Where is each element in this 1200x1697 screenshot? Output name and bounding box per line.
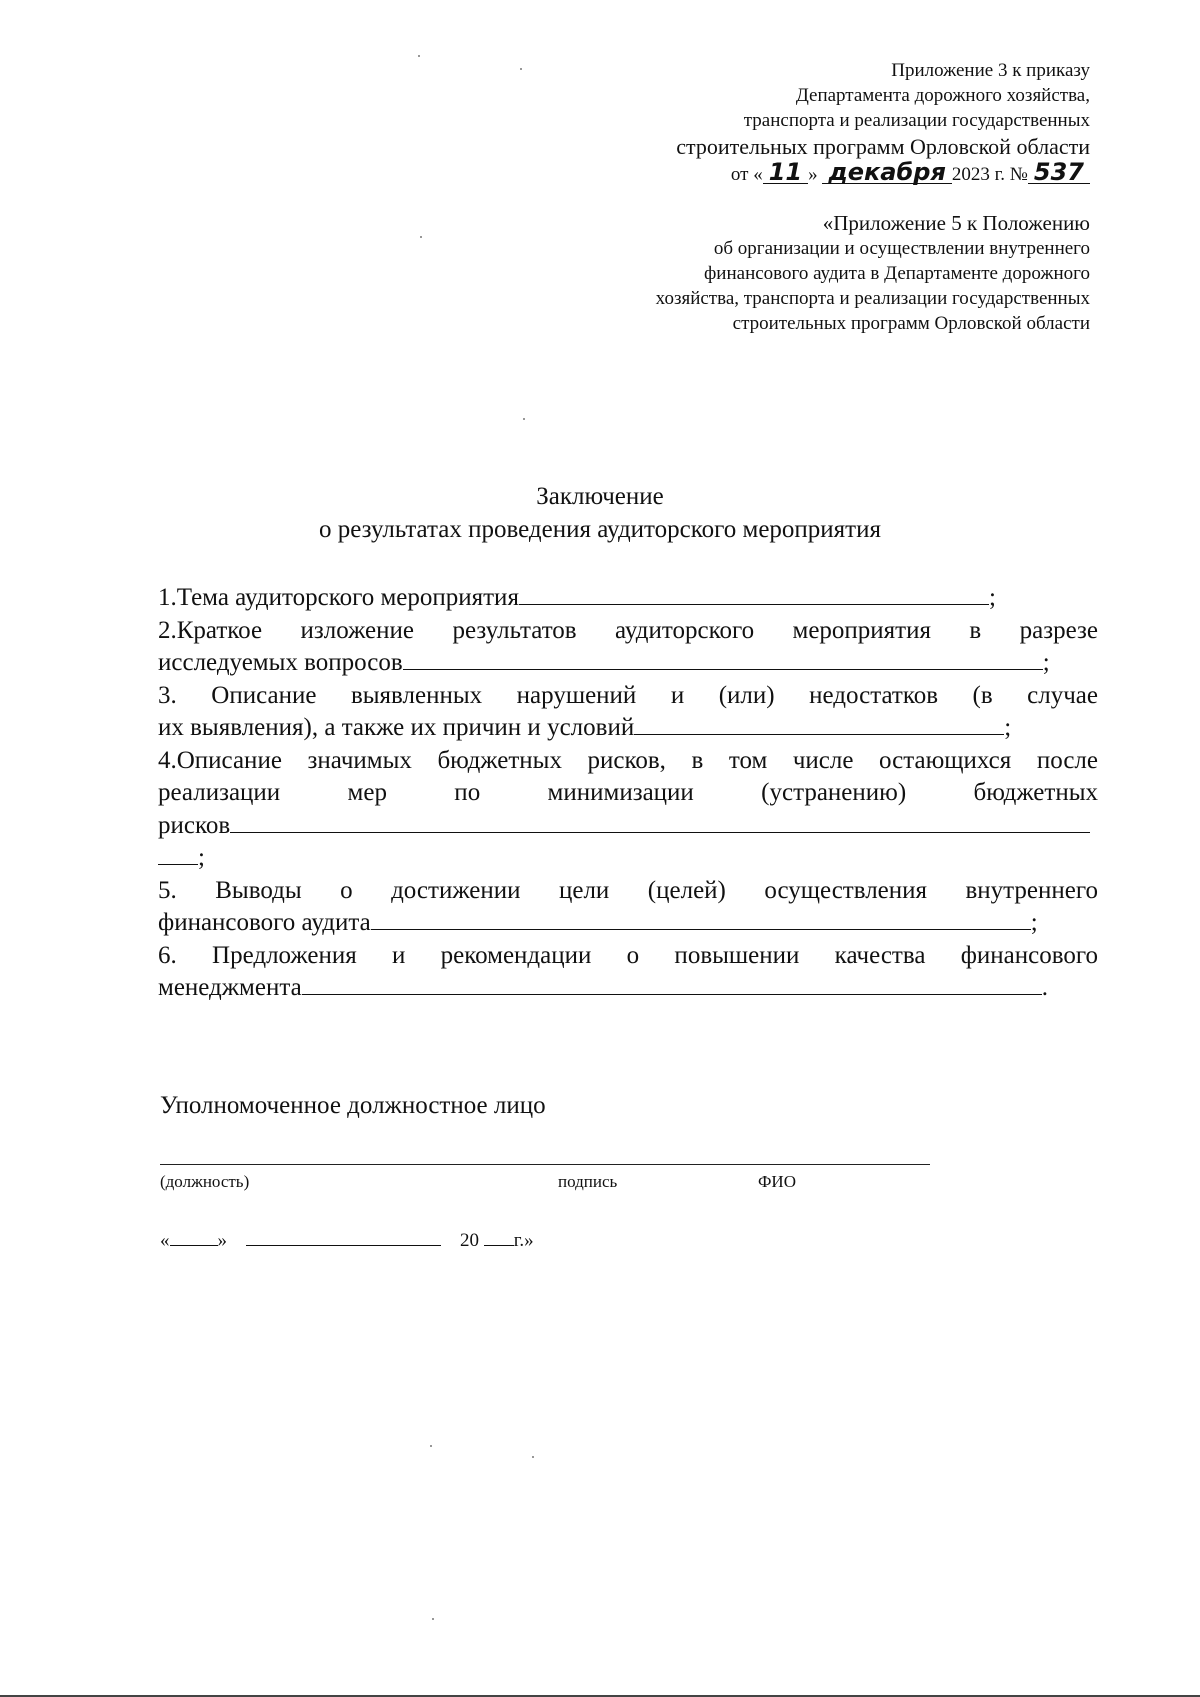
title-line: Заключение <box>536 483 664 510</box>
order-header <box>450 58 1090 336</box>
header-line: строительных программ Орловской области <box>676 134 1090 159</box>
header-line: Департамента дорожного хозяйства, <box>795 85 1090 106</box>
clause-1: 1.Тема аудиторского мероприятия ; <box>158 584 996 611</box>
month-fill <box>246 1231 441 1246</box>
scan-speck <box>432 1618 434 1620</box>
clause-4-cont2: рисков <box>158 810 1098 843</box>
scan-speck <box>532 1456 534 1458</box>
appendix-line: строительных программ Орловской области <box>732 313 1090 334</box>
clause-6-cont: менеджмента . <box>158 974 1048 1001</box>
appendix-line: «Приложение 5 к Положению <box>822 211 1090 235</box>
appendix-line: хозяйства, транспорта и реализации государственных <box>655 288 1090 309</box>
clause-3-cont: их выявления), а также их причин и условий ; <box>158 714 1012 741</box>
fill-line <box>403 651 1043 670</box>
fio-caption: ФИО <box>758 1172 796 1191</box>
fill-line <box>371 911 1031 930</box>
clause-5: 5. Выводы о достижении цели (целей) осуществления внутреннего <box>158 876 1098 904</box>
date-row: « » 20 г.» <box>160 1230 534 1251</box>
position-caption: (должность) <box>160 1172 250 1191</box>
clause-6: 6. Предложения и рекомендации о повышении качества финансового <box>158 941 1098 969</box>
handwritten-day: 11 <box>763 161 808 184</box>
scan-speck <box>420 236 422 238</box>
fill-line <box>634 716 1004 735</box>
clauses <box>158 582 1098 1005</box>
fill-line <box>158 846 198 865</box>
handwritten-month: декабря <box>822 161 952 184</box>
appendix-line: финансового аудита в Департаменте дорожного <box>703 263 1090 284</box>
order-date-number: от « 11 » декабря 2023 г. № 537 <box>450 161 1090 187</box>
scan-speck <box>418 55 420 57</box>
fill-line <box>302 976 1042 995</box>
scan-speck <box>523 418 525 420</box>
header-line: Приложение 3 к приказу <box>891 60 1090 81</box>
year-fill <box>484 1231 514 1246</box>
clause-4: 4.Описание значимых бюджетных рисков, в том числе остающихся после <box>158 746 1098 774</box>
appendix-line: об организации и осуществлении внутреннего <box>713 238 1090 259</box>
scan-speck <box>430 1445 432 1447</box>
fill-line <box>519 586 989 605</box>
clause-2: 2.Краткое изложение результатов аудиторского мероприятия в разрезе <box>158 616 1098 644</box>
authorized-official: Уполномоченное должностное лицо <box>160 1092 546 1119</box>
title-subtitle: о результатах проведения аудиторского мероприятия <box>319 516 881 543</box>
scan-speck <box>520 68 522 70</box>
clause-4-end: ; <box>158 842 1098 875</box>
handwritten-number: 537 <box>1028 161 1090 184</box>
signature-caption: подпись <box>558 1172 618 1191</box>
clause-4-cont: реализации мер по минимизации (устранению) бюджетных <box>158 779 1098 806</box>
clause-2-cont: исследуемых вопросов ; <box>158 649 1050 676</box>
document-title <box>0 480 1200 546</box>
day-fill <box>170 1231 218 1246</box>
clause-5-cont: финансового аудита ; <box>158 909 1038 936</box>
fill-line <box>230 814 1090 833</box>
clause-3: 3. Описание выявленных нарушений и (или) недостатков (в случае <box>158 681 1098 709</box>
signature-line <box>160 1164 930 1165</box>
header-line: транспорта и реализации государственных <box>743 110 1090 131</box>
